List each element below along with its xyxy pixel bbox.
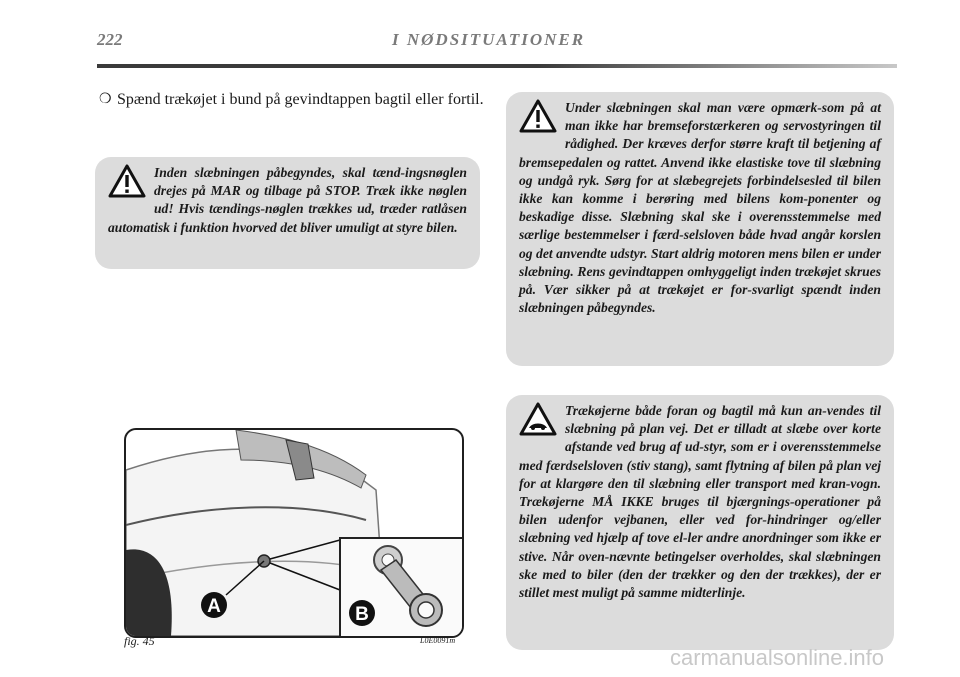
label-b: B xyxy=(355,604,369,625)
watermark-text: carmanualsonline.info xyxy=(670,645,885,670)
figure-code: L0E0091m xyxy=(420,636,456,645)
road-warning-icon xyxy=(518,401,558,437)
warning-box-road xyxy=(506,395,894,650)
warning-text: Trækøjerne både foran og bagtil må kun an-vendes til slæbning på plan vej. Det er tilladt at slæbe over korte afstande ved brug af ud-styr, som er i overensstemmelse med færdselsloven (stiv stang), samt flytning af bilen på plan vej for at klargøre den til slæbning eller transport med kran-vogn. Trækøjerne MÅ IKKE bruges til bjærgnings-operationer på bilen udenfor vejbanen, eller ved for-hindringer og/eller slæbning ved hjælp af tove el-ler andre anordninger som ikke er stive. Når oven-nævnte betingelser overholdes, skal slæbningen ske med to biler (den der trækker og den der trækkes), der er stillet mest muligt på samme midterlinje. xyxy=(519,403,881,601)
label-a: A xyxy=(207,596,221,617)
figure-caption: fig. 45 xyxy=(124,634,155,648)
page-header xyxy=(97,30,897,50)
warning-box-ignition xyxy=(95,157,480,269)
bullet-text: Spænd trækøjet i bund på gevindtappen bagtil eller fortil. xyxy=(117,91,484,108)
warning-box-towing xyxy=(506,92,894,366)
warning-text: Under slæbningen skal man være opmærk-som på at man ikke har bremseforstærkeren og servostyringen til rådighed. Der kræves derfor større kraft til betjening af bremsepedalen og rattet. Anvend ikke elastiske tove til slæbning og undgå ryk. Sørg for at slæbegrejets forbindelsesled til bilen ikke kan komme i berøring med bilens kom-ponenter og beskadige disse. Slæbning skal ske i overensstemmelse med særlige bestemmelser i færd-selsloven både hvad angår korslen og det anvendte udstyr. Start aldrig motoren mens bilen er under slæbning. Rens gevindtappen omhyggeligt inden trækøjet skrues på. Vær sikker på at trækøjet er for-svarligt spændt inden slæbningen påbegyndes. xyxy=(519,100,881,316)
instruction-bullet xyxy=(99,90,489,110)
section-title: I NØDSITUATIONER xyxy=(392,30,586,49)
figure-tow-hook xyxy=(124,428,464,638)
bullet-icon: ❍ xyxy=(99,92,112,107)
warning-triangle-icon xyxy=(107,163,147,199)
page-number: 222 xyxy=(97,30,123,49)
header-rule xyxy=(97,64,897,68)
car-rear-illustration xyxy=(126,430,462,636)
warning-triangle-icon xyxy=(518,98,558,134)
warning-text: Inden slæbningen påbegyndes, skal tænd-ingsnøglen drejes på MAR og tilbage på STOP. Træk ikke nøglen ud! Hvis tændings-nøglen trækkes ud, træder ratlåsen automatisk i funktion hvorved det bliver umuligt at styre bilen. xyxy=(108,165,467,235)
